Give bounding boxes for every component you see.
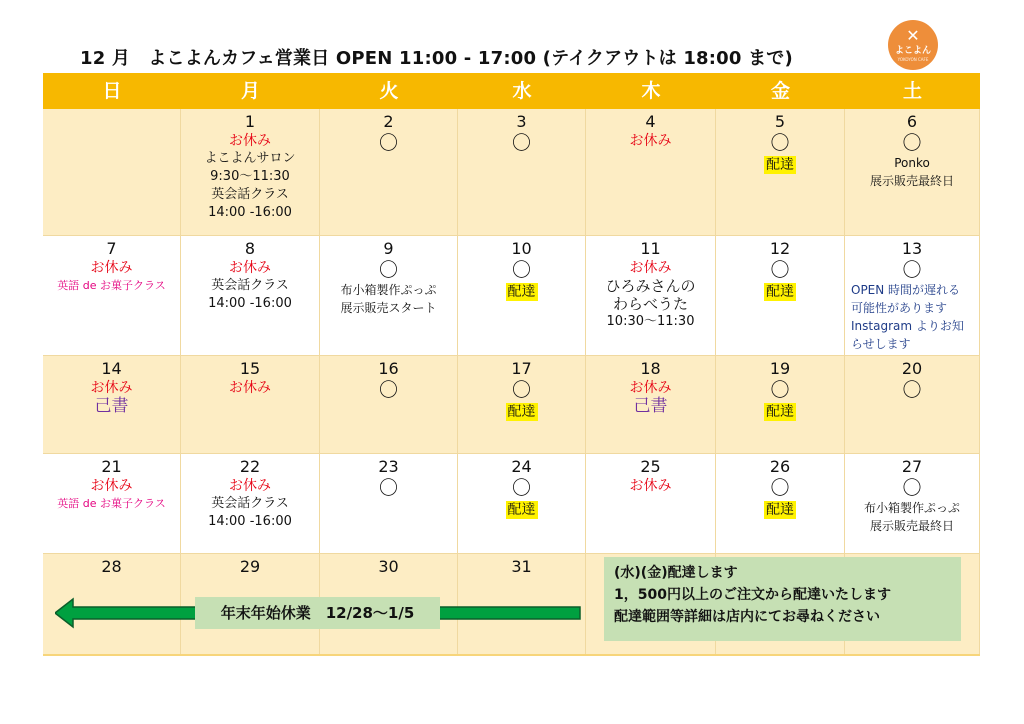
day-cell [845,356,980,454]
day-cell [586,454,716,554]
event-line: 英会話クラス [211,496,289,511]
day-number: 8 [244,239,256,258]
delivery-badge: 配達 [766,157,794,173]
page-title: 12 月 よこよんカフェ営業日 OPEN 11:00 - 17:00 (テイクアウトは 18:00 まで) [80,48,793,69]
day-cell [43,109,181,236]
event-line: 14:00 -16:00 [208,514,292,529]
day-cell [458,109,586,236]
logo-text: よこよん [894,46,931,56]
day-cell [458,236,586,356]
delivery-badge-row [716,283,844,302]
closed-label: お休み [629,260,672,276]
day-number: 23 [378,457,399,476]
day-number: 27 [901,457,923,476]
closed-label: お休み [90,380,133,396]
closed-label: お休み [90,478,133,494]
day-number: 30 [378,557,399,576]
open-mark: 〇 [378,379,398,401]
day-cell [586,109,716,236]
day-number: 24 [511,457,532,476]
day-cell [716,454,845,554]
weekday-header: 木 [586,73,716,109]
cafe-logo [888,20,938,70]
event-line: 己書 [94,396,129,416]
day-number: 11 [640,239,661,258]
delivery-badge: 配達 [507,502,536,518]
day-number: 3 [516,112,527,131]
open-mark: 〇 [511,132,531,154]
delivery-badge-row [716,501,844,520]
day-cell [181,109,320,236]
delivery-badge: 配達 [507,404,536,420]
day-number: 22 [239,457,261,476]
day-number: 26 [769,457,791,476]
event-line: 展示販売最終日 [869,174,954,188]
day-number: 28 [101,557,122,576]
open-mark: 〇 [770,132,790,154]
event-line: 英語 de お菓子クラス [57,279,166,292]
open-mark: 〇 [902,259,922,281]
closed-label: お休み [229,133,271,149]
day-number: 12 [769,239,791,258]
day-cell [181,236,320,356]
day-cell [320,454,458,554]
day-number: 5 [774,112,786,131]
day-cell [845,454,980,554]
day-number: 21 [101,457,122,476]
day-cell [320,236,458,356]
delivery-badge: 配達 [766,284,794,300]
delivery-info-box [604,557,961,641]
open-mark: 〇 [378,259,398,281]
day-cell [458,454,586,554]
event-line: Ponko [894,156,930,170]
closed-label: お休み [229,380,271,396]
notice-line: OPEN 時間が遅れる [851,283,961,297]
day-number: 14 [101,359,122,378]
delivery-badge-row [458,501,585,520]
day-cell [716,109,845,236]
delivery-note: 配達範囲等詳細は店内にてお尋ねください [614,609,880,625]
day-number: 2 [383,112,394,131]
day-cell [716,356,845,454]
closed-label: お休み [629,380,672,396]
weekday-header: 火 [320,73,458,109]
open-mark: 〇 [511,477,531,499]
day-number: 20 [901,359,923,378]
open-mark: 〇 [770,477,790,499]
day-cell [586,236,716,356]
event-line: 14:00 -16:00 [208,205,292,220]
day-cell [43,356,181,454]
open-mark: 〇 [770,379,790,401]
day-number: 1 [244,112,256,131]
day-cell [845,109,980,236]
day-number: 4 [645,112,656,131]
open-mark: 〇 [378,477,398,499]
event-line: 英語 de お菓子クラス [57,497,166,510]
logo-subtext: YOKOYON CAFE [897,57,929,62]
event-line: 己書 [633,396,668,416]
weekday-header: 水 [458,73,586,109]
delivery-badge-row [458,283,585,302]
delivery-note: (水)(金)配達します [614,565,738,581]
delivery-badge: 配達 [766,502,794,518]
day-number: 9 [383,239,394,258]
closed-label: お休み [629,478,672,494]
delivery-badge-row [458,403,585,422]
day-number: 18 [640,359,661,378]
day-number: 6 [906,112,918,131]
delivery-badge: 配達 [507,284,536,300]
event-line: わらべうた [612,295,688,313]
day-cell [320,356,458,454]
day-cell [458,356,586,454]
event-line: ひろみさんの [605,277,696,295]
day-cell [586,356,716,454]
event-line: 布小箱製作ぷっぷ [340,283,437,297]
notice-line: 可能性があります [851,301,948,315]
weekday-header: 日 [43,73,181,109]
open-mark: 〇 [770,259,790,281]
delivery-badge-row [716,403,844,422]
day-number: 31 [511,557,532,576]
day-cell [181,454,320,554]
day-number: 16 [378,359,399,378]
day-cell [43,454,181,554]
holiday-banner: 年末年始休業 12/28～1/5 [195,597,440,629]
event-line: 英会話クラス [211,278,289,293]
logo-mark-icon: ✕ [906,26,920,45]
day-cell [716,236,845,356]
day-cell [43,236,181,356]
open-mark: 〇 [902,477,922,499]
day-number: 29 [239,557,261,576]
event-line: 14:00 -16:00 [208,296,292,311]
delivery-badge: 配達 [766,404,794,420]
day-number: 10 [511,239,532,258]
open-mark: 〇 [378,132,398,154]
delivery-note: 1，500円以上のご注文から配達いたします [614,587,891,603]
event-line: 9:30～11:30 [210,169,290,184]
event-line: 布小箱製作ぷっぷ [863,501,960,515]
day-number: 17 [511,359,532,378]
weekday-header: 金 [716,73,845,109]
event-line: 展示販売スタート [340,301,437,315]
day-number: 13 [901,239,923,258]
event-line: 10:30～11:30 [606,314,695,329]
open-mark: 〇 [902,132,922,154]
delivery-badge-row [716,156,844,175]
event-line: 英会話クラス [211,187,289,202]
day-cell [181,356,320,454]
closed-label: お休み [229,260,271,276]
weekday-header: 土 [845,73,980,109]
day-number: 7 [106,239,117,258]
open-mark: 〇 [902,379,922,401]
open-mark: 〇 [511,379,531,401]
event-line: 展示販売最終日 [869,519,954,533]
closed-label: お休み [629,133,672,149]
notice-line: らせします [851,337,911,351]
calendar-bottom-border [43,654,980,656]
event-line: よこよんサロン [204,151,296,166]
day-cell [320,109,458,236]
weekday-header: 月 [181,73,320,109]
open-mark: 〇 [511,259,531,281]
day-number: 15 [239,359,261,378]
day-number: 25 [640,457,661,476]
notice-line: Instagram よりお知 [851,319,964,333]
closed-label: お休み [229,478,271,494]
day-cell [845,236,980,356]
day-number: 19 [769,359,791,378]
closed-label: お休み [90,260,133,276]
